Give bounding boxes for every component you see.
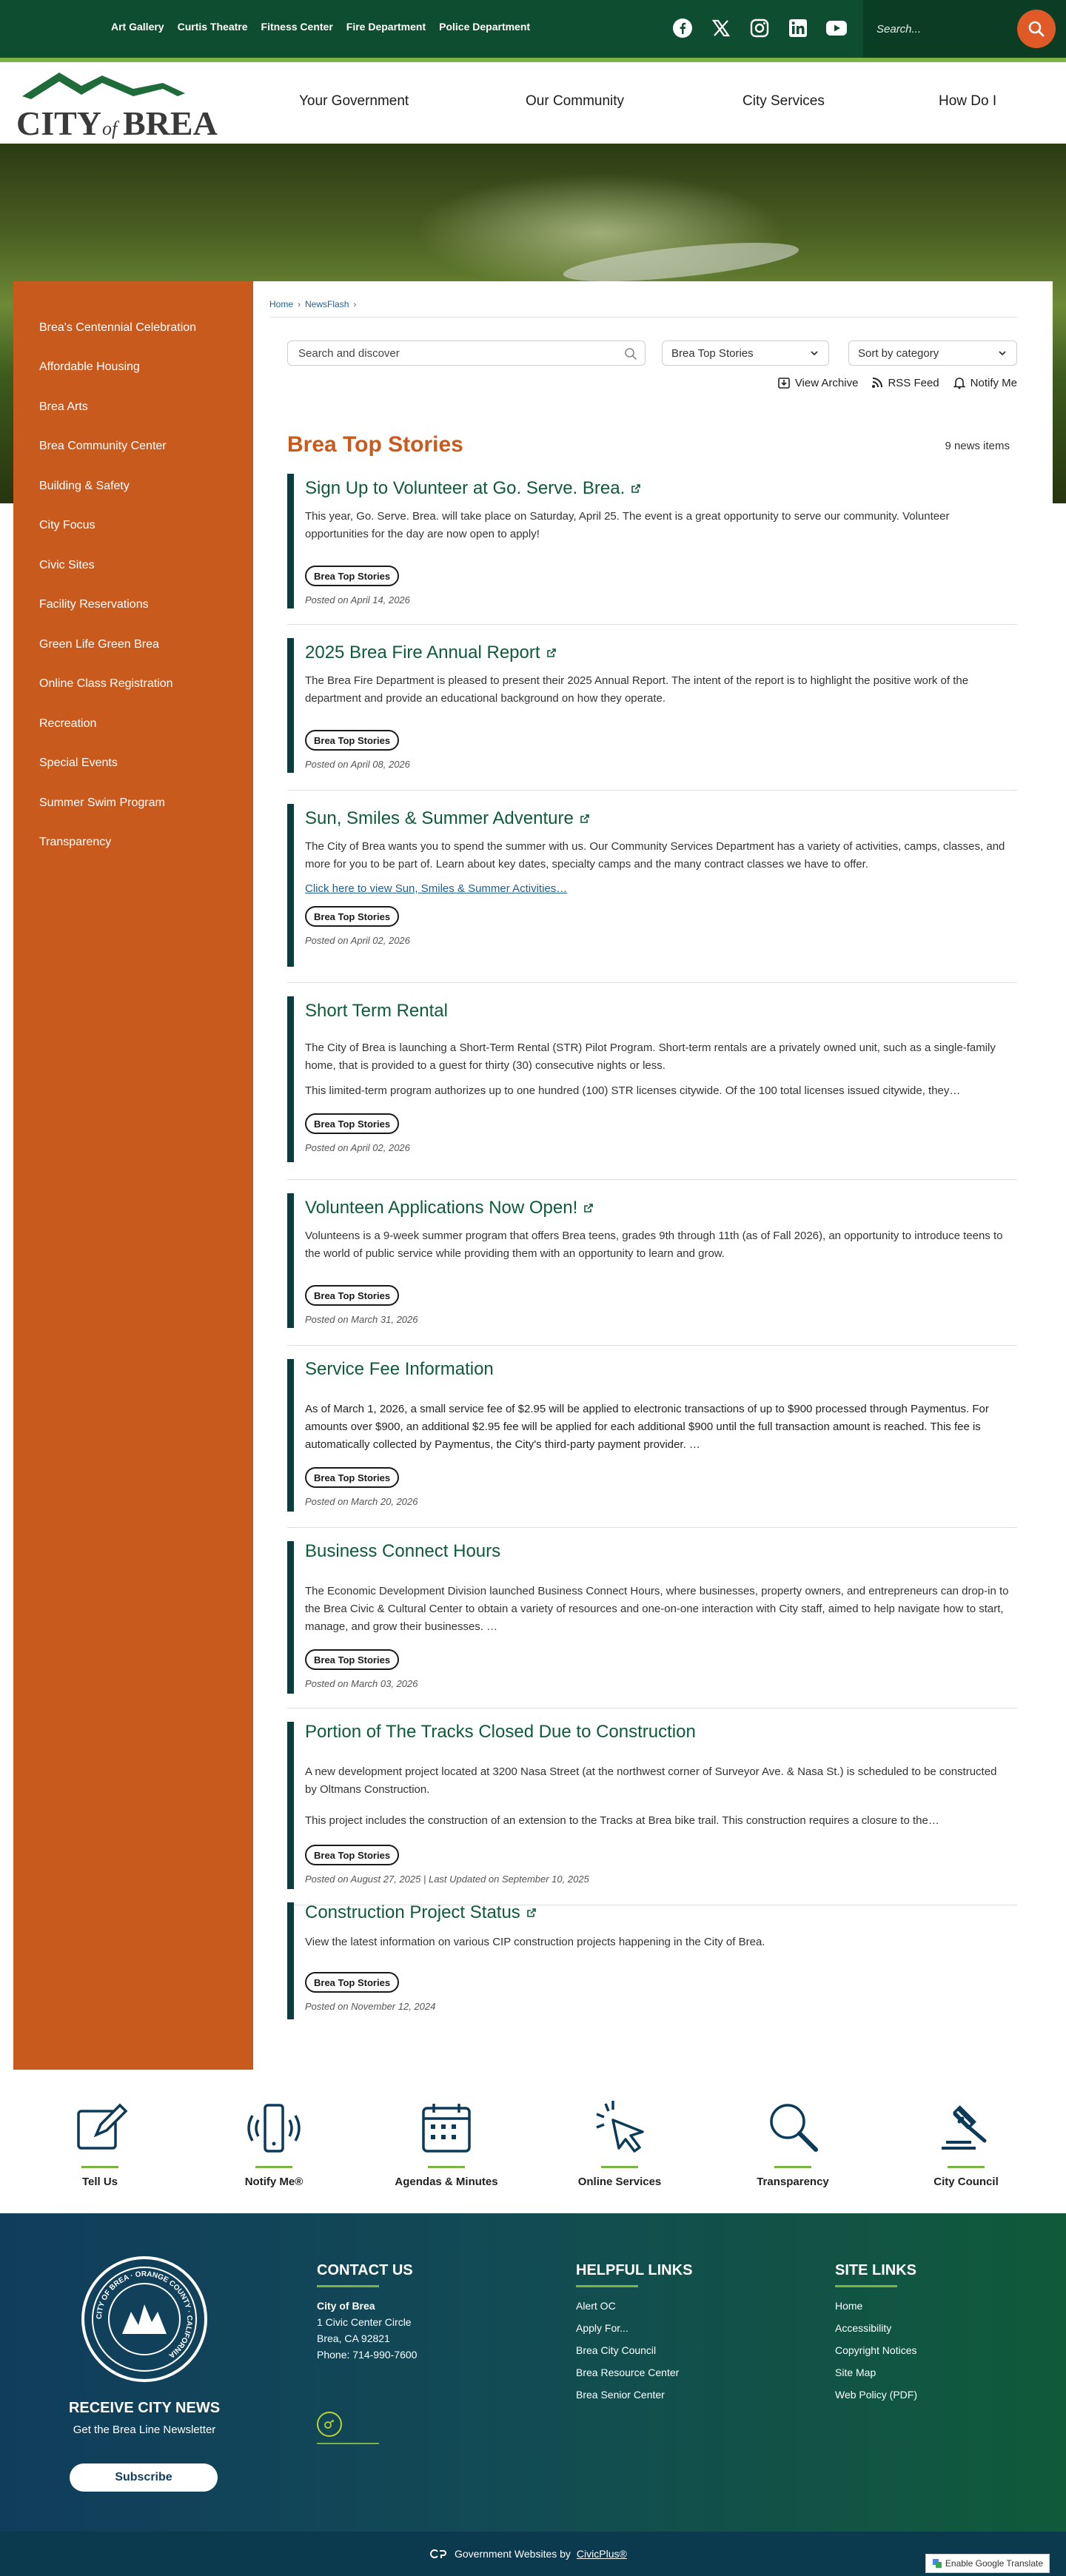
quicklink-city-council[interactable] xyxy=(899,2095,1033,2188)
footer-underline xyxy=(317,2285,379,2287)
news-title: Sign Up to Volunteer at Go. Serve. Brea. xyxy=(305,478,626,498)
newsletter-subtitle: Get the Brea Line Newsletter xyxy=(73,2424,216,2436)
google-translate-label: Enable Google Translate xyxy=(945,2558,1043,2569)
news-date: Posted on April 02, 2026 xyxy=(305,935,410,946)
news-item xyxy=(287,804,1017,983)
sidebar-item-centennial[interactable]: Brea's Centennial Celebration xyxy=(39,321,197,334)
contact-address-2: Brea, CA 92821 xyxy=(317,2332,390,2344)
news-description: As of March 1, 2026, a small service fee of $2.95 will be applied to electronic transactions of up to $900 processed through Paymentus. For amounts over $900, an additional $2.95 fee will be applied for each additional $900 until the full transaction amount is reached. This fee is automatically collected by Paymentus, the City's third-party payment provider. … xyxy=(305,1403,989,1451)
breadcrumb-separator: › xyxy=(353,299,357,309)
sidebar-item-online-class-registration[interactable]: Online Class Registration xyxy=(39,677,173,691)
category-tag[interactable]: Brea Top Stories xyxy=(305,1972,399,1993)
footer-link-city-council[interactable]: Brea City Council xyxy=(576,2344,657,2356)
news-title: Construction Project Status xyxy=(305,1902,520,1922)
sidebar xyxy=(13,281,253,2070)
news-item xyxy=(287,1902,1017,2027)
news-title: Business Connect Hours xyxy=(305,1541,501,1561)
news-title-link[interactable] xyxy=(305,478,641,499)
news-description: A new development project located at 3200 Nasa Street (at the northwest corner of Surveyor Ave. & Nasa St.) is scheduled to be constructed by Oltmans Construction. xyxy=(305,1765,997,1796)
quicklink-fitness-center[interactable]: Fitness Center xyxy=(261,21,333,33)
newsletter-title: RECEIVE CITY NEWS xyxy=(68,2400,221,2416)
quicklink-label: Notify Me® xyxy=(244,2176,304,2188)
social-links xyxy=(671,16,848,40)
news-search-placeholder: Search and discover xyxy=(298,346,400,360)
news-description: View the latest information on various CIP construction projects happening in the City of Brea. xyxy=(305,1936,765,1948)
footer-link-copyright[interactable]: Copyright Notices xyxy=(835,2344,917,2356)
news-item-accent xyxy=(287,1541,294,1694)
news-title-link[interactable] xyxy=(305,643,557,663)
quicklink-underline xyxy=(81,2166,118,2168)
nav-your-government[interactable]: Your Government xyxy=(299,93,409,109)
youtube-icon[interactable] xyxy=(825,16,848,40)
quicklink-agendas[interactable] xyxy=(380,2095,513,2188)
news-actions xyxy=(777,376,1017,389)
quicklink-label: Transparency xyxy=(757,2176,829,2188)
google-translate-button[interactable] xyxy=(925,2554,1050,2573)
sidebar-item-facility-reservations[interactable]: Facility Reservations xyxy=(39,598,149,611)
category-tag[interactable]: Brea Top Stories xyxy=(305,730,399,751)
news-title: 2025 Brea Fire Annual Report xyxy=(305,643,540,663)
news-item xyxy=(287,474,1017,625)
main-nav xyxy=(0,62,1066,144)
rss-icon xyxy=(871,377,883,389)
news-item-accent xyxy=(287,996,294,1162)
news-title: Portion of The Tracks Closed Due to Construction xyxy=(305,1722,696,1742)
view-archive-link[interactable] xyxy=(777,376,859,389)
quick-links xyxy=(111,21,530,33)
quicklink-label: Tell Us xyxy=(81,2176,118,2188)
sidebar-item-special-events[interactable]: Special Events xyxy=(39,757,118,770)
nav-city-services[interactable]: City Services xyxy=(742,93,825,109)
site-header xyxy=(0,62,1066,144)
quicklink-fire-department[interactable]: Fire Department xyxy=(346,21,426,33)
quicklink-tell-us[interactable] xyxy=(33,2095,167,2188)
news-item-accent xyxy=(287,804,294,967)
sidebar-item-city-focus[interactable]: City Focus xyxy=(39,519,95,532)
footer-helpful-title: HELPFUL LINKS xyxy=(576,2262,693,2278)
external-link-icon xyxy=(583,1203,594,1213)
powered-by-prefix: Government Websites by xyxy=(455,2548,571,2560)
footer-site-links xyxy=(835,2262,917,2409)
news-item-accent xyxy=(287,1902,294,2019)
news-date: Posted on August 27, 2025 | Last Updated on September 10, 2025 xyxy=(305,1874,589,1885)
nav-our-community[interactable]: Our Community xyxy=(526,93,625,109)
news-date: Posted on April 14, 2026 xyxy=(305,594,410,606)
sidebar-item-recreation[interactable]: Recreation xyxy=(39,717,97,730)
news-date: Posted on March 31, 2026 xyxy=(305,1314,418,1325)
civicplus-icon xyxy=(429,2549,449,2559)
news-title: Volunteen Applications Now Open! xyxy=(305,1198,578,1218)
external-link-icon xyxy=(526,1908,537,1918)
powered-by xyxy=(429,2548,627,2560)
news-date: Posted on April 08, 2026 xyxy=(305,759,410,770)
category-tag[interactable]: Brea Top Stories xyxy=(305,1845,399,1865)
category-tag[interactable]: Brea Top Stories xyxy=(305,1649,399,1670)
google-translate-icon xyxy=(932,2558,942,2569)
civicplus-link-label: CivicPlus® xyxy=(576,2548,627,2560)
news-title: Service Fee Information xyxy=(305,1359,494,1379)
footer-helpful-links xyxy=(576,2262,692,2409)
news-title-link[interactable] xyxy=(305,1722,696,1743)
sort-select-value: Sort by category xyxy=(858,346,939,360)
news-item xyxy=(287,996,1017,1180)
site-search-input[interactable] xyxy=(876,16,1010,41)
contact-phone: Phone: 714-990-7600 xyxy=(317,2349,418,2361)
svg-text:of: of xyxy=(102,118,118,139)
news-description: The City of Brea wants you to spend the summer with us. Our Community Services Department has a variety of activities, camps, classes, and more for you to be part of. Learn about key dates, specialty camps and the many contract classes we have to offer. xyxy=(305,840,1005,871)
news-date: Posted on April 02, 2026 xyxy=(305,1142,410,1153)
quicklink-transparency[interactable] xyxy=(726,2095,859,2188)
breadcrumb-home[interactable]: Home xyxy=(269,299,294,309)
external-link-icon xyxy=(580,814,590,824)
civicplus-link[interactable] xyxy=(577,2548,627,2560)
news-inline-link[interactable]: Click here to view Sun, Smiles & Summer Activities… xyxy=(305,882,568,895)
social-icon[interactable] xyxy=(317,2412,342,2437)
city-seal xyxy=(81,2256,207,2382)
external-link-icon xyxy=(546,648,557,658)
footer-link-web-policy[interactable]: Web Policy (PDF) xyxy=(835,2389,917,2401)
quick-links-bar xyxy=(0,2087,1066,2213)
top-bar xyxy=(0,0,1066,58)
magnifier-icon xyxy=(760,2095,826,2161)
news-date: Posted on March 20, 2026 xyxy=(305,1496,418,1507)
news-date: Posted on November 12, 2024 xyxy=(305,2001,436,2012)
news-item xyxy=(287,1722,1017,1905)
category-select[interactable] xyxy=(662,341,829,366)
news-description: Volunteens is a 9-week summer program that offers Brea teens, grades 9th through 11th (as of Fall 2026), an opportunity to introduce teens to the world of public service while providing them with an opportunity to learn and grow. xyxy=(305,1230,1003,1260)
contact-address-1: 1 Civic Center Circle xyxy=(317,2316,412,2328)
chevron-down-icon xyxy=(809,348,819,358)
footer-site-title: SITE LINKS xyxy=(835,2262,917,2278)
quicklink-online-services[interactable] xyxy=(553,2095,686,2188)
breadcrumb xyxy=(269,299,356,309)
rss-feed-link[interactable] xyxy=(871,376,939,389)
category-tag[interactable]: Brea Top Stories xyxy=(305,1113,399,1134)
news-title-link[interactable] xyxy=(305,1359,494,1380)
news-count: 9 news items xyxy=(945,440,1010,452)
quicklink-police-department[interactable]: Police Department xyxy=(439,21,531,33)
instagram-icon[interactable] xyxy=(748,16,771,40)
footer-contact-title: CONTACT US xyxy=(317,2262,413,2278)
news-item-accent xyxy=(287,1359,294,1512)
archive-icon xyxy=(777,376,791,389)
news-description: This year, Go. Serve. Brea. will take place on Saturday, April 25. The event is a great opportunity to serve our community. Volunteer opportunities for the day are now open to apply! xyxy=(305,510,950,540)
breadcrumb-separator: › xyxy=(298,299,301,309)
news-item-accent xyxy=(287,638,294,773)
news-item xyxy=(287,1193,1017,1346)
news-title-link[interactable] xyxy=(305,1198,594,1218)
news-title-link[interactable] xyxy=(305,1541,500,1562)
news-date: Posted on March 03, 2026 xyxy=(305,1678,418,1689)
rss-feed-label: RSS Feed xyxy=(888,376,939,389)
x-icon[interactable] xyxy=(709,16,733,40)
category-tag[interactable]: Brea Top Stories xyxy=(305,1467,399,1488)
sidebar-item-transparency[interactable]: Transparency xyxy=(39,836,112,849)
quicklink-underline xyxy=(774,2166,811,2168)
news-item xyxy=(287,1359,1017,1528)
quicklink-underline xyxy=(255,2166,292,2168)
contact-name: City of Brea xyxy=(317,2300,375,2312)
footer-contact xyxy=(317,2262,417,2363)
footer-link-resource-center[interactable]: Brea Resource Center xyxy=(576,2367,680,2378)
bell-icon xyxy=(953,376,966,389)
site-search-button[interactable] xyxy=(1017,10,1056,48)
news-item-accent xyxy=(287,1722,294,1889)
news-title-link[interactable] xyxy=(305,1001,448,1022)
svg-text:BREA: BREA xyxy=(123,104,218,142)
category-tag[interactable]: Brea Top Stories xyxy=(305,566,399,586)
sidebar-item-community-center[interactable]: Brea Community Center xyxy=(39,440,167,453)
category-tag[interactable]: Brea Top Stories xyxy=(305,1285,399,1306)
seal-text: CITY OF BREA · ORANGE COUNTY · CALIFORNIA xyxy=(95,2270,194,2360)
news-description: The City of Brea is launching a Short-Term Rental (STR) Pilot Program. Short-term rentals are a privately owned unit, such as a single-family home, that is provided to a guest for thirty (30) consecutive nights or less. xyxy=(305,1042,996,1072)
news-title-link[interactable] xyxy=(305,808,590,829)
sidebar-item-civic-sites[interactable]: Civic Sites xyxy=(39,558,95,571)
linkedin-icon[interactable] xyxy=(786,16,810,40)
news-title: Short Term Rental xyxy=(305,1001,448,1021)
subscribe-button[interactable]: Subscribe xyxy=(70,2463,218,2492)
gavel-icon xyxy=(933,2095,999,2161)
footer-link-senior-center[interactable]: Brea Senior Center xyxy=(576,2389,665,2401)
breadcrumb-newsflash[interactable]: NewsFlash xyxy=(305,299,349,309)
footer-link-apply-for[interactable]: Apply For... xyxy=(576,2322,628,2334)
quicklink-art-gallery[interactable]: Art Gallery xyxy=(111,21,164,33)
bottom-bar xyxy=(0,2532,1066,2576)
sidebar-item-brea-arts[interactable]: Brea Arts xyxy=(39,400,88,413)
calendar-icon xyxy=(413,2095,480,2161)
news-description-more: This project includes the construction of an extension to the Tracks at Brea bike trail. This construction requires a closure to the… xyxy=(305,1814,939,1827)
footer-underline xyxy=(317,2443,379,2444)
view-archive-label: View Archive xyxy=(794,376,859,389)
category-select-value: Brea Top Stories xyxy=(671,346,754,360)
footer-link-home[interactable]: Home xyxy=(835,2300,863,2312)
notify-me-link[interactable] xyxy=(953,376,1017,389)
quicklink-label: Online Services xyxy=(577,2176,662,2188)
sidebar-item-building-safety[interactable]: Building & Safety xyxy=(39,479,130,492)
chevron-down-icon xyxy=(997,348,1008,358)
news-item-accent xyxy=(287,474,294,608)
site-search xyxy=(863,0,1066,58)
footer-link-accessibility[interactable]: Accessibility xyxy=(835,2322,892,2334)
sidebar-item-summer-swim[interactable]: Summer Swim Program xyxy=(39,796,165,809)
quicklink-notify-me[interactable] xyxy=(207,2095,341,2188)
quicklink-underline xyxy=(428,2166,465,2168)
quicklink-label: City Council xyxy=(933,2176,999,2188)
svg-text:CITY: CITY xyxy=(16,104,102,142)
site-footer xyxy=(0,2213,1066,2532)
cursor-icon xyxy=(586,2095,653,2161)
footer-underline xyxy=(835,2285,897,2287)
external-link-icon xyxy=(631,483,641,494)
quicklink-underline xyxy=(601,2166,638,2168)
quicklink-curtis-theatre[interactable]: Curtis Theatre xyxy=(177,21,248,33)
news-item xyxy=(287,1541,1017,1708)
nav-how-do-i[interactable]: How Do I xyxy=(939,93,997,109)
news-description-more: This limited-term program authorizes up to one hundred (100) STR licenses citywide. Of the 100 total licenses issued citywide, they… xyxy=(305,1084,961,1097)
search-icon[interactable] xyxy=(624,347,637,360)
sidebar-item-affordable-housing[interactable]: Affordable Housing xyxy=(39,360,140,374)
news-search-input[interactable] xyxy=(287,341,646,366)
news-title: Sun, Smiles & Summer Adventure xyxy=(305,808,574,828)
facebook-icon[interactable] xyxy=(671,16,694,40)
notify-me-label: Notify Me xyxy=(970,376,1017,389)
news-title-link[interactable] xyxy=(305,1902,537,1923)
footer-link-alert-oc[interactable]: Alert OC xyxy=(576,2300,616,2312)
news-item-accent xyxy=(287,1193,294,1328)
section-title: Brea Top Stories xyxy=(287,432,463,457)
quicklink-label: Agendas & Minutes xyxy=(395,2176,498,2188)
footer-underline xyxy=(576,2285,638,2287)
news-description: The Brea Fire Department is pleased to present their 2025 Annual Report. The intent of the report is to highlight the positive work of the department and provide an educational background on how they operate. xyxy=(305,674,969,705)
sidebar-item-green-life[interactable]: Green Life Green Brea xyxy=(39,637,159,651)
search-icon xyxy=(1028,20,1045,38)
divider xyxy=(269,317,1017,318)
news-description: The Economic Development Division launched Business Connect Hours, where businesses, property owners, and entrepreneurs can drop-in to the Brea Civic & Cultural Center to obtain a variety of resources and one-on-one interaction with City staff, aimed to help navigate how to start, manage, and grow their businesses. … xyxy=(305,1585,1009,1633)
phone-icon xyxy=(241,2095,307,2161)
footer-link-site-map[interactable]: Site Map xyxy=(835,2367,876,2378)
news-item xyxy=(287,638,1017,791)
quicklink-underline xyxy=(948,2166,985,2168)
pencil-icon xyxy=(67,2095,133,2161)
sort-select[interactable] xyxy=(848,341,1017,366)
category-tag[interactable]: Brea Top Stories xyxy=(305,906,399,927)
